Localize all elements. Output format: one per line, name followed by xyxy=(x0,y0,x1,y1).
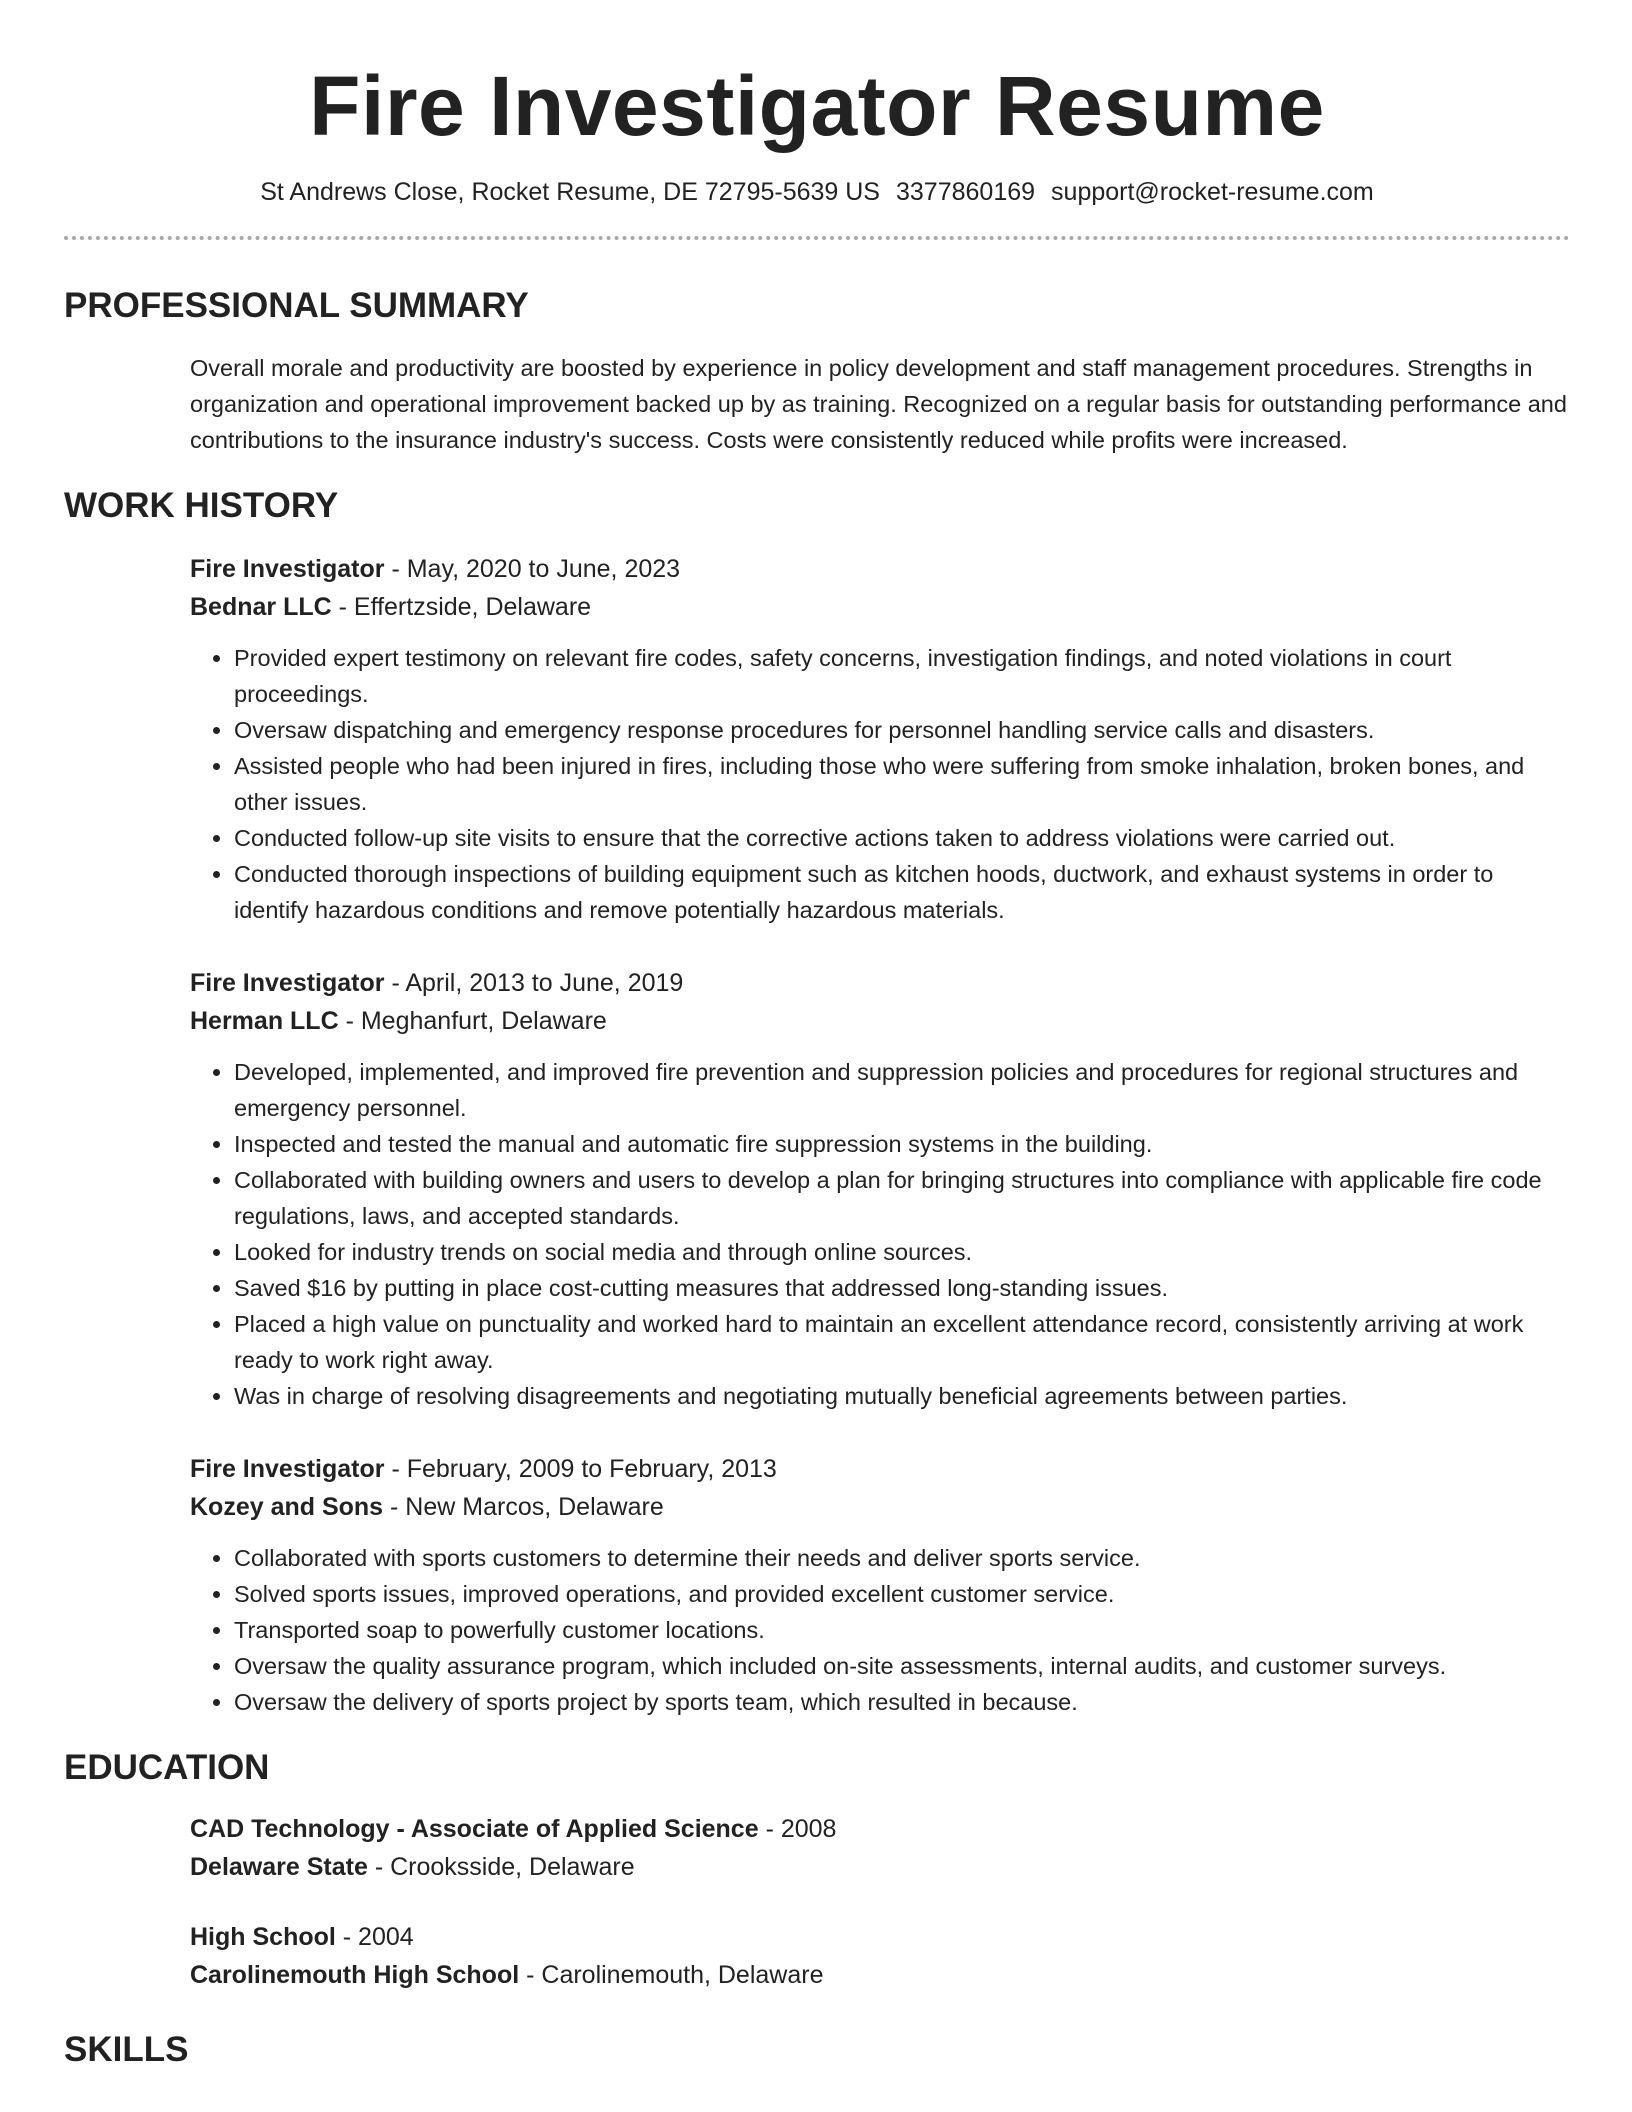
education-degree: CAD Technology - Associate of Applied Science xyxy=(190,1815,759,1843)
summary-text: Overall morale and productivity are boosted by experience in policy development and staff management procedures. Strengths in organization and operational improvement backed up by as training. Recognized on a regular basis for outstanding performance and contributions to the insurance industry's success. Costs were consistently reduced while profits were increased. xyxy=(190,355,1567,453)
job-bullet: • Looked for industry trends on social media and through online sources. xyxy=(234,1234,1570,1270)
job-bullet: • Inspected and tested the manual and automatic fire suppression systems in the building. xyxy=(234,1126,1570,1162)
education-school: Carolinemouth High School xyxy=(190,1961,520,1989)
job-bullet: • Developed, implemented, and improved fire prevention and suppression policies and procedures for regional structures and emergency personnel. xyxy=(234,1054,1570,1126)
job-company: Kozey and Sons xyxy=(190,1493,384,1521)
education-year: - 2008 xyxy=(758,1815,837,1843)
job-bullet: • Was in charge of resolving disagreements and negotiating mutually beneficial agreements between parties. xyxy=(234,1378,1570,1414)
education-school-line xyxy=(190,1848,1570,1886)
job-title-line xyxy=(190,550,1570,588)
contact-phone: 3377860169 xyxy=(896,178,1036,206)
job-location: - Meghanfurt, Delaware xyxy=(338,1007,607,1035)
section-title-work-history: WORK HISTORY xyxy=(64,486,339,525)
job-bullet: • Collaborated with building owners and users to develop a plan for bringing structures into compliance with applicable fire code regulations, laws, and accepted standards. xyxy=(234,1162,1570,1234)
contact-address: St Andrews Close, Rocket Resume, DE 72795-5639 US xyxy=(260,178,880,206)
job-bullet: • Conducted follow-up site visits to ensure that the corrective actions taken to address violations were carried out. xyxy=(234,820,1570,856)
job-company: Bednar LLC xyxy=(190,593,332,621)
job-dates: - February, 2009 to February, 2013 xyxy=(384,1455,777,1483)
job-bullet: • Assisted people who had been injured in fires, including those who were suffering from smoke inhalation, broken bones, and other issues. xyxy=(234,748,1570,820)
job-bullet: • Solved sports issues, improved operations, and provided excellent customer service. xyxy=(234,1576,1570,1612)
resume-page xyxy=(64,0,1570,2072)
contact-line xyxy=(64,176,1570,208)
job-dates: - May, 2020 to June, 2023 xyxy=(384,555,681,583)
header-divider xyxy=(64,236,1570,240)
job-title-line xyxy=(190,1450,1570,1488)
job-company-line xyxy=(190,1488,1570,1526)
education-degree: High School xyxy=(190,1923,336,1951)
job-bullets xyxy=(190,1540,1570,1720)
job-bullets xyxy=(190,1054,1570,1414)
job-bullet: • Collaborated with sports customers to determine their needs and deliver sports service. xyxy=(234,1540,1570,1576)
job-entry xyxy=(190,1450,1570,1720)
contact-email: support@rocket-resume.com xyxy=(1051,178,1374,206)
section-title-skills: SKILLS xyxy=(64,2030,189,2069)
resume-title: Fire Investigator Resume xyxy=(309,59,1325,153)
job-title-line xyxy=(190,964,1570,1002)
job-bullet: • Transported soap to powerfully customer locations. xyxy=(234,1612,1570,1648)
job-bullet: • Oversaw the delivery of sports project by sports team, which resulted in because. xyxy=(234,1684,1570,1720)
section-title-education: EDUCATION xyxy=(64,1748,270,1787)
job-role: Fire Investigator xyxy=(190,969,385,997)
education-school-line xyxy=(190,1956,1570,1994)
job-bullets xyxy=(190,640,1570,928)
job-entry xyxy=(190,964,1570,1414)
job-company-line xyxy=(190,1002,1570,1040)
job-location: - New Marcos, Delaware xyxy=(383,1493,664,1521)
job-bullet: • Oversaw the quality assurance program, which included on-site assessments, internal audits, and customer surveys. xyxy=(234,1648,1570,1684)
education-school: Delaware State xyxy=(190,1853,368,1881)
education-entry xyxy=(190,1810,1570,1886)
education-degree-line xyxy=(190,1918,1570,1956)
job-company: Herman LLC xyxy=(190,1007,339,1035)
education-year: - 2004 xyxy=(335,1923,414,1951)
section-title-summary: PROFESSIONAL SUMMARY xyxy=(64,286,529,325)
education-entry xyxy=(190,1918,1570,1994)
job-role: Fire Investigator xyxy=(190,1455,385,1483)
job-bullet: • Oversaw dispatching and emergency response procedures for personnel handling service calls and disasters. xyxy=(234,712,1570,748)
job-bullet: • Placed a high value on punctuality and worked hard to maintain an excellent attendance record, consistently arriving at work ready to work right away. xyxy=(234,1306,1570,1378)
education-location: - Crooksside, Delaware xyxy=(367,1853,635,1881)
job-location: - Effertzside, Delaware xyxy=(331,593,592,621)
job-entry xyxy=(190,550,1570,928)
job-dates: - April, 2013 to June, 2019 xyxy=(384,969,684,997)
job-bullet: • Conducted thorough inspections of building equipment such as kitchen hoods, ductwork, and exhaust systems in order to identify hazardous conditions and remove potentially hazardous materials. xyxy=(234,856,1570,928)
job-company-line xyxy=(190,588,1570,626)
education-location: - Carolinemouth, Delaware xyxy=(519,1961,824,1989)
job-role: Fire Investigator xyxy=(190,555,385,583)
job-bullet: • Provided expert testimony on relevant fire codes, safety concerns, investigation findings, and noted violations in court proceedings. xyxy=(234,640,1570,712)
education-degree-line xyxy=(190,1810,1570,1848)
job-bullet: • Saved $16 by putting in place cost-cutting measures that addressed long-standing issues. xyxy=(234,1270,1570,1306)
